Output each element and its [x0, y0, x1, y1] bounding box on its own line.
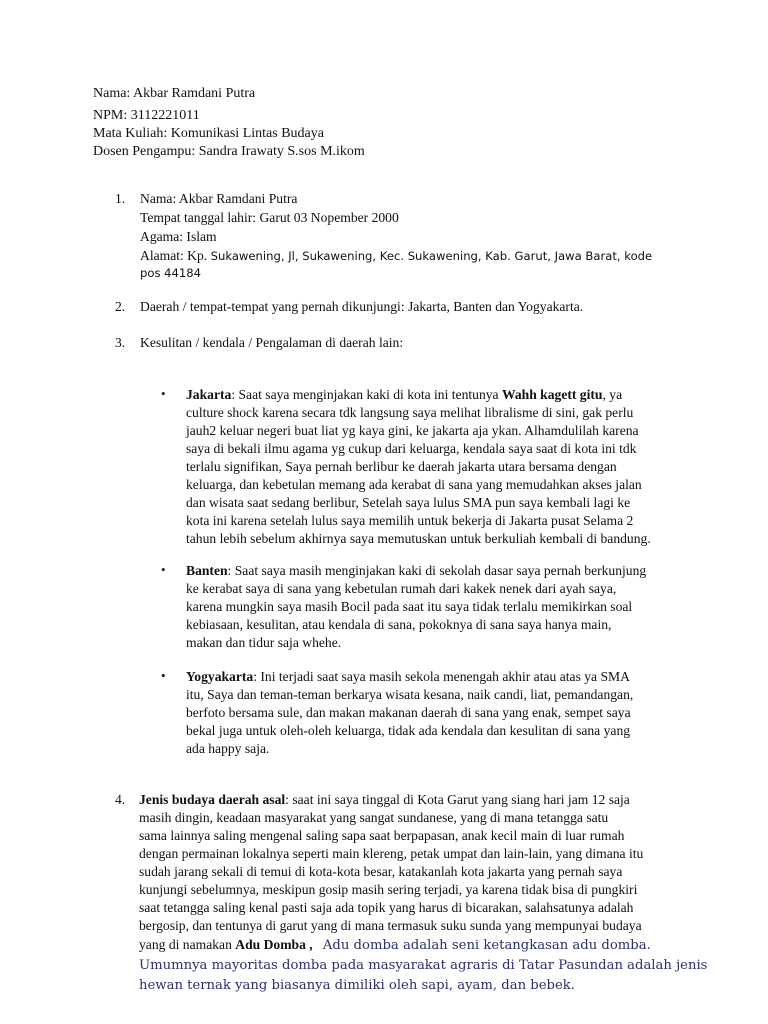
bullet-lead: : Saat saya menginjakan kaki di kota ini tentunya [231, 387, 502, 402]
paragraph-line: berfoto bersama sule, dan makan makanan daerah di sana yang enak, sempet saya [186, 705, 631, 720]
item3-text: Kesulitan / kendala / Pengalaman di daerah lain: [140, 335, 404, 350]
alamat-label: Alamat: Kp. [140, 248, 208, 263]
paragraph-line: itu, Saya dan teman-teman berkarya wisata kesana, naik candi, liat, pemandangan, [186, 687, 634, 702]
item1-nama: Nama: Akbar Ramdani Putra [140, 191, 298, 206]
item-number: 1. [115, 191, 126, 206]
alamat-line1: Sukawening, Jl, Sukawening, Kec. Sukawening, Kab. Garut, Jawa Barat, kode [210, 249, 653, 263]
paragraph-line: dan wisata saat sedang berlibur, Setelah saya lulus SMA pun saya kembali lagi ke [186, 495, 631, 510]
item1-alamat-line2: pos 44184 [140, 266, 202, 280]
paragraph-line: kota ini karena setelah lulus saya memilih untuk bekerja di Jakarta pusat Selama 2 [186, 513, 634, 528]
bullet-lead-end: , ya [602, 387, 623, 402]
paragraph-line: ada happy saja. [186, 741, 270, 756]
paragraph-line: makan dan tidur saja whehe. [186, 635, 342, 650]
item-number: 4. [115, 792, 126, 807]
header-nama: Nama: Akbar Ramdani Putra [93, 86, 256, 101]
item4-paragraph [139, 791, 708, 996]
paragraph-line: culture shock karena secara tdk langsung saya melihat libralisme di sini, gak perlu [186, 405, 634, 420]
paragraph-line: Umumnya mayoritas domba pada masyarakat agraris di Tatar Pasundan adalah jenis [139, 958, 708, 973]
bullet-emph: Wahh kagett gitu [502, 387, 603, 402]
paragraph-line: sama lainnya saling mengenal saling sapa saat berpapasan, anak kecil main di luar rumah [139, 828, 625, 843]
item-number: 2. [115, 299, 126, 314]
bullet-title: Jakarta [186, 387, 232, 402]
bullet-icon: • [161, 668, 166, 683]
item4-tail-first: Adu domba adalah seni ketangkasan adu domba. [322, 938, 651, 953]
header-dosen: Dosen Pengampu: Sandra Irawaty S.sos M.ikom [93, 144, 365, 159]
bullet-banten [186, 562, 666, 652]
item4-adu-domba: Adu Domba , [235, 937, 313, 952]
item-number: 3. [115, 335, 126, 350]
paragraph-line: bergosip, dan tentunya di garut yang di mana termasuk suku sunda yang mempunyai budaya [139, 918, 642, 933]
paragraph-line: ke kerabat saya di sana yang kebetulan rumah dari kakek nenek dari ayah saya, [186, 581, 617, 596]
header-npm: NPM: 3112221011 [93, 108, 200, 123]
item4-lead: : saat ini saya tinggal di Kota Garut yang siang hari jam 12 saja [285, 792, 630, 807]
item4-title: Jenis budaya daerah asal [139, 792, 286, 807]
paragraph-line: tahun lebih sebelum akhirnya saya memutuskan untuk berkuliah kembali di bandung. [186, 531, 651, 546]
item1-alamat [140, 247, 652, 265]
paragraph-line: bekal juga untuk oleh-oleh keluarga, tidak ada kendala dan kesulitan di sana yang [186, 723, 631, 738]
paragraph-line: kebiasaan, kesulitan, atau kendala di sana, pokoknya di sana saya hanya main, [186, 617, 612, 632]
bullet-jakarta [186, 386, 666, 548]
paragraph-line: saya di bekali ilmu agama yg cukup dari keluarga, kendala saya saat di kota ini tdk [186, 441, 637, 456]
bullet-icon: • [161, 562, 166, 577]
item4-last-line-lead: yang di namakan [139, 937, 236, 952]
paragraph-line: terlalu signifikan, Saya pernah berlibur ke daerah jakarta utara bersama dengan [186, 459, 617, 474]
paragraph-line: masih dingin, keadaan masyarakat yang sangat sundanese, yang di mana tetangga satu [139, 810, 609, 825]
paragraph-line: keluarga, dan kebetulan memang ada kerabat di sana yang memudahkan akses jalan [186, 477, 642, 492]
paragraph-line: saat tetangga saling kenal pasti saja ada topik yang harus di bicarakan, salahsatunya adalah [139, 900, 634, 915]
bullet-icon: • [161, 386, 166, 401]
header-mata-kuliah: Mata Kuliah: Komunikasi Lintas Budaya [93, 126, 324, 141]
paragraph-line: karena mungkin saya masih Bocil pada saat itu saya tidak terlalu memikirkan soal [186, 599, 633, 614]
bullet-title: Yogyakarta [186, 669, 254, 684]
item2-text: Daerah / tempat-tempat yang pernah dikunjungi: Jakarta, Banten dan Yogyakarta. [140, 299, 584, 314]
bullet-lead: : Saat saya masih menginjakan kaki di sekolah dasar saya pernah berkunjung [227, 563, 647, 578]
paragraph-line: hewan ternak yang biasanya dimiliki oleh sapi, ayam, dan bebek. [139, 978, 575, 993]
bullet-yogyakarta [186, 668, 666, 758]
paragraph-line: kunjungi sebelumnya, meskipun gosip masih sering terjadi, ya karena tidak bisa di pungkiri [139, 882, 638, 897]
bullet-title: Banten [186, 563, 228, 578]
item1-ttl: Tempat tanggal lahir: Garut 03 Nopember 2000 [140, 210, 399, 225]
paragraph-line: dengan permainan lokalnya seperti main klereng, petak umpat dan lain-lain, yang dimana itu [139, 846, 644, 861]
item1-agama: Agama: Islam [140, 229, 217, 244]
bullet-lead: : Ini terjadi saat saya masih sekola menengah akhir atau atas ya SMA [253, 669, 630, 684]
paragraph-line: jauh2 keluar negeri buat liat yg kaya gini, ke jakarta aja ykan. Alhamdulilah karena [186, 423, 639, 438]
paragraph-line: sudah jarang sekali di temui di kota-kota besar, katakanlah kota jakarta yang pernah saya [139, 864, 623, 879]
